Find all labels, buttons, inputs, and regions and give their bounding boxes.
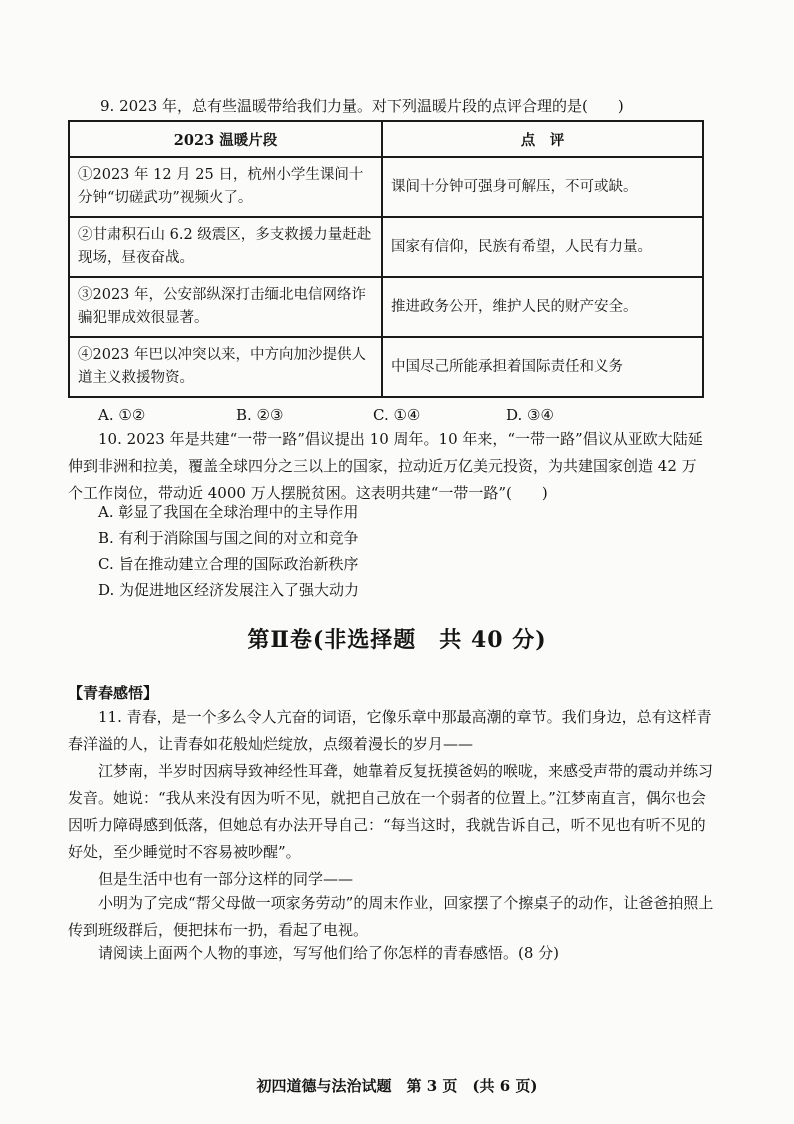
- q11-paragraph-intro: 11. 青春，是一个多么令人亢奋的词语，它像乐章中那最高潮的章节。我们身边，总有这样青春洋溢的人，让青春如花般灿烂绽放，点缀着漫长的岁月——: [68, 708, 712, 753]
- fragment-cell: ②甘肃积石山 6.2 级震区，多支救援力量赶赴现场，昼夜奋战。: [69, 217, 382, 277]
- q9-stem: 9. 2023 年，总有些温暖带给我们力量。对下列温暖片段的点评合理的是( ): [100, 97, 624, 115]
- comment-cell: 中国尽己所能承担着国际责任和义务: [382, 337, 703, 397]
- fragment-cell: ①2023 年 12 月 25 日，杭州小学生课间十分钟“切磋武功”视频火了。: [69, 157, 382, 217]
- fragment-cell: ③2023 年，公安部纵深打击缅北电信网络诈骗犯罪成效很显著。: [69, 277, 382, 337]
- q10-option-a: A. 彰显了我国在全球治理中的主导作用: [98, 503, 359, 521]
- table-header-comment: 点 评: [382, 121, 703, 157]
- q9-option-c: C. ①④: [373, 406, 421, 424]
- q9-table: [68, 120, 704, 398]
- table-header-fragment: 2023 温暖片段: [69, 121, 382, 157]
- q9-option-b: B. ②③: [236, 406, 284, 424]
- table-row: [69, 277, 703, 337]
- q10-stem: 10. 2023 年是共建“一带一路”倡议提出 10 周年。10 年来，“一带一路”倡议从亚欧大陆延伸到非洲和拉美，覆盖全球四分之三以上的国家，拉动近万亿美元投资，为共建国家创造 42 万个工作岗位，带动近 4000 万人摆脱贫困。这表明共建“一带一路”( ): [68, 430, 703, 502]
- comment-cell: 推进政务公开，维护人民的财产安全。: [382, 277, 703, 337]
- q9-option-a: A. ①②: [98, 406, 146, 424]
- table-row: [69, 337, 703, 397]
- q11-paragraph-xiaoming: 小明为了完成“帮父母做一项家务劳动”的周末作业，回家摆了个擦桌子的动作，让爸爸拍照上传到班级群后，便把抹布一扔，看起了电视。: [68, 894, 714, 939]
- q9-options: [98, 406, 658, 428]
- comment-cell: 国家有信仰，民族有希望，人民有力量。: [382, 217, 703, 277]
- table-row: [69, 157, 703, 217]
- q10-option-b: B. 有利于消除国与国之间的对立和竞争: [98, 529, 359, 547]
- table-header-row: [69, 121, 703, 157]
- subsection-title: 【青春感悟】: [68, 684, 159, 702]
- q11-paragraph-contrast: 但是生活中也有一部分这样的同学——: [98, 870, 354, 888]
- q10-option-c: C. 旨在推动建立合理的国际政治新秩序: [98, 555, 359, 573]
- table-row: [69, 217, 703, 277]
- fragment-cell: ④2023 年巴以冲突以来，中方向加沙提供人道主义救援物资。: [69, 337, 382, 397]
- q11-prompt: 请阅读上面两个人物的事迹，写写他们给了你怎样的青春感悟。(8 分): [98, 944, 560, 962]
- q9-option-d: D. ③④: [506, 406, 554, 424]
- q11-paragraph-jiang: 江梦南，半岁时因病导致神经性耳聋，她靠着反复抚摸爸妈的喉咙，来感受声带的震动并练习发音。她说：“我从来没有因为听不见，就把自己放在一个弱者的位置上。”江梦南直言，偶尔也会因听力障碍感到低落，但她总有办法开导自己：“每当这时，我就告诉自己，听不见也有听不见的好处，至少睡觉时不容易被吵醒”。: [68, 762, 714, 861]
- page-footer: 初四道德与法治试题 第 3 页 (共 6 页): [256, 1077, 538, 1095]
- section-title: 第Ⅱ卷(非选择题 共 40 分): [247, 627, 547, 653]
- q10-option-d: D. 为促进地区经济发展注入了强大动力: [98, 581, 360, 599]
- comment-cell: 课间十分钟可强身可解压，不可或缺。: [382, 157, 703, 217]
